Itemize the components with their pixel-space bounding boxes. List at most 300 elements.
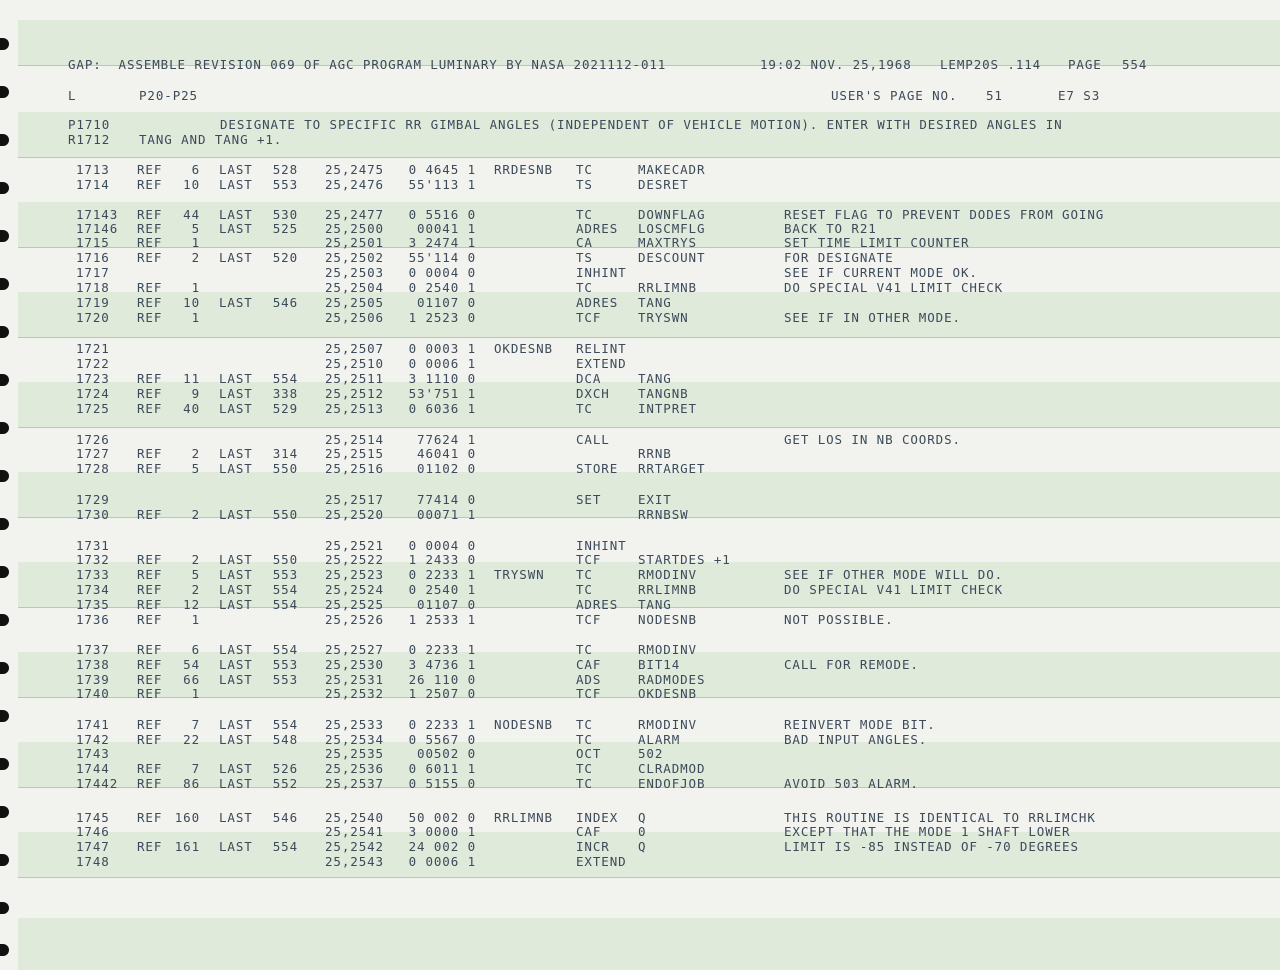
octal-word: 0 0006 1 [408,854,476,869]
ref-keyword: REF [137,386,163,401]
binder-hole [0,566,9,578]
address: 25,2505 [325,295,384,310]
octal-word: 3 4736 1 [408,657,476,672]
last-keyword: LAST [219,552,253,567]
comment: RESET FLAG TO PREVENT DODES FROM GOING [784,207,1105,222]
line-number: 1719 [76,295,110,310]
ref-keyword: REF [137,717,163,732]
octal-word: 77414 0 [417,492,476,507]
comment: LIMIT IS -85 INSTEAD OF -70 DEGREES [784,839,1079,854]
address: 25,2520 [325,507,384,522]
operand: RMODINV [638,567,697,582]
opcode: TCF [576,552,602,567]
ref-count: 22 [183,732,200,747]
operand: TRYSWN [638,310,689,325]
comment: SEE IF CURRENT MODE OK. [784,265,978,280]
ref-keyword: REF [137,310,163,325]
address: 25,2530 [325,657,384,672]
ref-count: 6 [191,642,200,657]
operand: DESRET [638,177,689,192]
address: 25,2522 [325,552,384,567]
last-keyword: LAST [219,761,253,776]
line-number: 17442 [76,776,119,791]
operand: OKDESNB [638,686,697,701]
opcode: INDEX [576,810,619,825]
operand: ALARM [638,732,681,747]
line-number: 1727 [76,446,110,461]
opcode: TC [576,207,593,222]
ref-keyword: REF [137,371,163,386]
line-number: 17143 [76,207,119,222]
opcode: TC [576,776,593,791]
last-page: 520 [272,250,298,265]
ref-keyword: REF [137,582,163,597]
line-number: 1748 [76,854,110,869]
octal-word: 26 110 0 [408,672,476,687]
octal-word: 01102 0 [417,461,476,476]
octal-word: 1 2433 0 [408,552,476,567]
operand: RRLIMNB [638,280,697,295]
line-number: 1733 [76,567,110,582]
last-page: 338 [272,386,298,401]
ref-count: 161 [174,839,200,854]
last-page: 554 [272,839,298,854]
address: 25,2512 [325,386,384,401]
octal-word: 01107 0 [417,597,476,612]
octal-word: 00502 0 [417,746,476,761]
operand: RADMODES [638,672,706,687]
page-number: 554 [1122,57,1148,72]
ref-keyword: REF [137,207,163,222]
binder-hole [0,806,9,818]
address: 25,2532 [325,686,384,701]
ref-keyword: REF [137,761,163,776]
octal-word: 24 002 0 [408,839,476,854]
comment: CALL FOR REMODE. [784,657,919,672]
last-page: 553 [272,657,298,672]
ref-keyword: REF [137,810,163,825]
ref-keyword: REF [137,295,163,310]
octal-word: 46041 0 [417,446,476,461]
binder-hole [0,854,9,866]
comment: EXCEPT THAT THE MODE 1 SHAFT LOWER [784,824,1071,839]
last-keyword: LAST [219,672,253,687]
ref-count: 86 [183,776,200,791]
address: 25,2541 [325,824,384,839]
binder-hole [0,518,9,530]
address: 25,2521 [325,538,384,553]
paper-rule [18,157,1280,158]
ref-count: 160 [174,810,200,825]
octal-word: 0 0003 1 [408,341,476,356]
ref-keyword: REF [137,446,163,461]
ref-count: 2 [191,507,200,522]
comment: SET TIME LIMIT COUNTER [784,235,970,250]
line-number: 1722 [76,356,110,371]
ref-count: 2 [191,582,200,597]
ref-count: 11 [183,371,200,386]
paper-rule [18,877,1280,878]
octal-word: 77624 1 [417,432,476,447]
opcode: TCF [576,612,602,627]
label: NODESNB [494,717,553,732]
address: 25,2511 [325,371,384,386]
operand: NODESNB [638,612,697,627]
binder-hole [0,38,9,50]
last-keyword: LAST [219,371,253,386]
ref-keyword: REF [137,250,163,265]
operand: RMODINV [638,642,697,657]
ref-keyword: REF [137,686,163,701]
address: 25,2533 [325,717,384,732]
ref-count: 44 [183,207,200,222]
address: 25,2523 [325,567,384,582]
octal-word: 0 2233 1 [408,567,476,582]
ref-keyword: REF [137,507,163,522]
line-number: 1724 [76,386,110,401]
last-page: 553 [272,567,298,582]
octal-word: 0 2233 1 [408,717,476,732]
address: 25,2510 [325,356,384,371]
operand: Q [638,839,647,854]
ref-keyword: REF [137,839,163,854]
line-number: 1737 [76,642,110,657]
operand: INTPRET [638,401,697,416]
line-number: 1731 [76,538,110,553]
opcode: CA [576,235,593,250]
address: 25,2527 [325,642,384,657]
left-tag: L [68,88,77,103]
last-keyword: LAST [219,839,253,854]
last-keyword: LAST [219,461,253,476]
ref-count: 12 [183,597,200,612]
operand: 0 [638,824,647,839]
ref-count: 1 [191,310,200,325]
last-keyword: LAST [219,401,253,416]
line-number: 1730 [76,507,110,522]
line-number: 1742 [76,732,110,747]
operand: DOWNFLAG [638,207,706,222]
octal-word: 0 0006 1 [408,356,476,371]
opcode: TC [576,401,593,416]
comment: AVOID 503 ALARM. [784,776,919,791]
label: RRDESNB [494,162,553,177]
binder-hole [0,944,9,956]
last-keyword: LAST [219,732,253,747]
ref-keyword: REF [137,280,163,295]
address: 25,2534 [325,732,384,747]
paper-band [18,918,1280,970]
opcode: DXCH [576,386,610,401]
octal-word: 00071 1 [417,507,476,522]
opcode: EXTEND [576,854,627,869]
opcode: CAF [576,657,602,672]
comment: DO SPECIAL V41 LIMIT CHECK [784,582,1004,597]
operand: ENDOFJOB [638,776,706,791]
address: 25,2502 [325,250,384,265]
binder-hole [0,470,9,482]
ref-keyword: REF [137,235,163,250]
opcode: TS [576,177,593,192]
last-keyword: LAST [219,717,253,732]
line-number: 1732 [76,552,110,567]
last-keyword: LAST [219,642,253,657]
line-number: 1743 [76,746,110,761]
line-number: 1726 [76,432,110,447]
intro-text: TANG AND TANG +1. [139,132,283,147]
comment: SEE IF IN OTHER MODE. [784,310,961,325]
last-page: 530 [272,207,298,222]
ref-count: 7 [191,717,200,732]
address: 25,2526 [325,612,384,627]
listing-job: LEMP20S .114 [940,57,1042,72]
ref-count: 66 [183,672,200,687]
last-keyword: LAST [219,657,253,672]
address: 25,2531 [325,672,384,687]
ref-count: 5 [191,461,200,476]
operand: 502 [638,746,664,761]
last-page: 526 [272,761,298,776]
operand: LOSCMFLG [638,221,706,236]
ref-keyword: REF [137,177,163,192]
last-keyword: LAST [219,810,253,825]
last-page: 548 [272,732,298,747]
last-page: 554 [272,371,298,386]
line-number: 1734 [76,582,110,597]
ref-keyword: REF [137,642,163,657]
ref-keyword: REF [137,401,163,416]
ref-count: 10 [183,295,200,310]
intro-line-number: P1710 [68,117,111,132]
users-page-label: USER'S PAGE NO. [831,88,958,103]
last-page: 529 [272,401,298,416]
opcode: TC [576,280,593,295]
operand: BIT14 [638,657,681,672]
last-keyword: LAST [219,250,253,265]
last-keyword: LAST [219,207,253,222]
section-label: P20-P25 [139,88,198,103]
octal-word: 53'751 1 [408,386,476,401]
line-number: 1713 [76,162,110,177]
last-page: 546 [272,810,298,825]
ref-count: 2 [191,250,200,265]
last-keyword: LAST [219,582,253,597]
paper-rule [18,427,1280,428]
last-page: 554 [272,642,298,657]
opcode: TC [576,761,593,776]
last-keyword: LAST [219,446,253,461]
line-number: 1714 [76,177,110,192]
intro-line-number: R1712 [68,132,111,147]
binder-hole [0,326,9,338]
ref-count: 54 [183,657,200,672]
octal-word: 55'113 1 [408,177,476,192]
line-number: 1745 [76,810,110,825]
binder-hole [0,278,9,290]
address: 25,2535 [325,746,384,761]
last-page: 546 [272,295,298,310]
operand: TANGNB [638,386,689,401]
binder-hole [0,662,9,674]
octal-word: 50 002 0 [408,810,476,825]
listing-timestamp: 19:02 NOV. 25,1968 [760,57,912,72]
address: 25,2475 [325,162,384,177]
opcode: INHINT [576,265,627,280]
octal-word: 0 6011 1 [408,761,476,776]
operand: TANG [638,371,672,386]
ref-count: 7 [191,761,200,776]
page-label: PAGE [1068,57,1102,72]
ref-keyword: REF [137,776,163,791]
address: 25,2516 [325,461,384,476]
octal-word: 0 4645 1 [408,162,476,177]
ref-count: 1 [191,686,200,701]
last-keyword: LAST [219,507,253,522]
ref-count: 1 [191,235,200,250]
line-number: 1725 [76,401,110,416]
opcode: ADRES [576,295,619,310]
ref-keyword: REF [137,672,163,687]
octal-word: 01107 0 [417,295,476,310]
binder-hole [0,902,9,914]
binder-hole [0,182,9,194]
address: 25,2515 [325,446,384,461]
line-number: 1729 [76,492,110,507]
ref-count: 1 [191,280,200,295]
comment: SEE IF OTHER MODE WILL DO. [784,567,1004,582]
ref-keyword: REF [137,552,163,567]
opcode: INCR [576,839,610,854]
opcode: TC [576,717,593,732]
opcode: TC [576,732,593,747]
ref-count: 1 [191,612,200,627]
ref-keyword: REF [137,597,163,612]
last-page: 550 [272,552,298,567]
octal-word: 00041 1 [417,221,476,236]
users-page-number: 51 [986,88,1003,103]
address: 25,2507 [325,341,384,356]
address: 25,2477 [325,207,384,222]
binder-hole [0,230,9,242]
last-page: 554 [272,582,298,597]
ref-keyword: REF [137,732,163,747]
operand: RRTARGET [638,461,706,476]
last-page: 314 [272,446,298,461]
operand: MAXTRYS [638,235,697,250]
address: 25,2536 [325,761,384,776]
operand: TANG [638,597,672,612]
address: 25,2506 [325,310,384,325]
address: 25,2517 [325,492,384,507]
last-keyword: LAST [219,295,253,310]
address: 25,2525 [325,597,384,612]
address: 25,2476 [325,177,384,192]
opcode: RELINT [576,341,627,356]
last-keyword: LAST [219,386,253,401]
ref-keyword: REF [137,567,163,582]
binder-hole [0,134,9,146]
address: 25,2503 [325,265,384,280]
octal-word: 0 5516 0 [408,207,476,222]
line-number: 1747 [76,839,110,854]
line-number: 1746 [76,824,110,839]
ref-count: 40 [183,401,200,416]
last-keyword: LAST [219,567,253,582]
opcode: CALL [576,432,610,447]
ref-keyword: REF [137,162,163,177]
binder-hole [0,710,9,722]
ref-count: 6 [191,162,200,177]
opcode: TC [576,582,593,597]
octal-word: 3 1110 0 [408,371,476,386]
last-page: 528 [272,162,298,177]
octal-word: 0 0004 0 [408,265,476,280]
line-number: 1723 [76,371,110,386]
operand: RRLIMNB [638,582,697,597]
ref-count: 2 [191,446,200,461]
line-number: 1741 [76,717,110,732]
octal-word: 0 2540 1 [408,582,476,597]
ref-count: 10 [183,177,200,192]
binder-hole [0,374,9,386]
opcode: TCF [576,686,602,701]
comment: BACK TO R21 [784,221,877,236]
paper-band [18,832,1280,877]
operand: STARTDES +1 [638,552,731,567]
opcode: CAF [576,824,602,839]
line-number: 1739 [76,672,110,687]
line-number: 1717 [76,265,110,280]
paper-rule [18,337,1280,338]
last-page: 550 [272,507,298,522]
label: TRYSWN [494,567,545,582]
octal-word: 55'114 0 [408,250,476,265]
binder-hole [0,422,9,434]
last-page: 550 [272,461,298,476]
octal-word: 0 0004 0 [408,538,476,553]
last-page: 554 [272,717,298,732]
comment: GET LOS IN NB COORDS. [784,432,961,447]
binder-hole [0,758,9,770]
opcode: TC [576,642,593,657]
octal-word: 0 5567 0 [408,732,476,747]
last-page: 554 [272,597,298,612]
octal-word: 1 2533 1 [408,612,476,627]
ref-keyword: REF [137,612,163,627]
line-number: 1728 [76,461,110,476]
opcode: ADRES [576,221,619,236]
comment: THIS ROUTINE IS IDENTICAL TO RRLIMCHK [784,810,1096,825]
label: RRLIMNB [494,810,553,825]
octal-word: 0 5155 0 [408,776,476,791]
line-number: 1721 [76,341,110,356]
opcode: TS [576,250,593,265]
intro-text: DESIGNATE TO SPECIFIC RR GIMBAL ANGLES (INDEPENDENT OF VEHICLE MOTION). ENTER WITH DESIRED ANGLES IN [220,117,1063,132]
last-keyword: LAST [219,162,253,177]
octal-word: 0 6036 1 [408,401,476,416]
opcode: OCT [576,746,602,761]
line-number: 1736 [76,612,110,627]
last-keyword: LAST [219,221,253,236]
label: OKDESNB [494,341,553,356]
last-keyword: LAST [219,776,253,791]
opcode: TC [576,567,593,582]
line-number: 1715 [76,235,110,250]
operand: EXIT [638,492,672,507]
ref-keyword: REF [137,657,163,672]
address: 25,2543 [325,854,384,869]
ref-keyword: REF [137,461,163,476]
